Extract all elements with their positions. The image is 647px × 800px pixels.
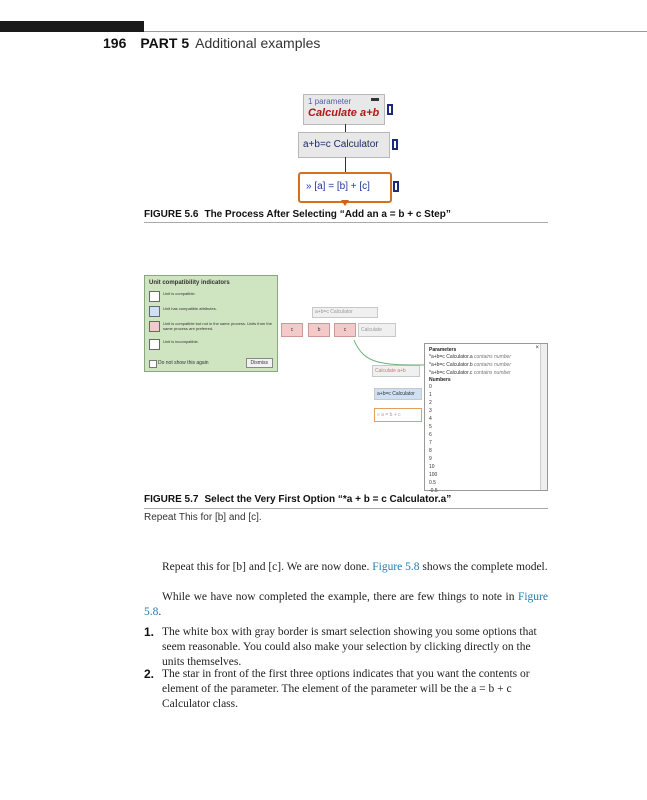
list-item[interactable] [425,369,547,377]
figure-subcaption: Repeat This for [b] and [c]. [144,512,262,523]
caption-text: The Process After Selecting “Add an a = b + c Step” [204,209,451,220]
number-option[interactable]: 10 [429,464,435,470]
indicator-text: Unit is compatible. [163,291,196,296]
paragraph-text: shows the complete model. [419,561,548,573]
caption-number: FIGURE 5.6 [144,209,199,220]
number-option[interactable]: 4 [429,416,432,422]
number-option[interactable]: 7 [429,440,432,446]
number-option[interactable]: 3 [429,408,432,414]
caption-number: FIGURE 5.7 [144,494,199,505]
scrollbar[interactable] [540,344,547,490]
item-number: 2. [144,667,155,681]
caption-rule [144,222,548,223]
formula-step-box [298,172,392,203]
page-number: 196 [103,35,127,51]
figure-link[interactable]: Figure 5.8 [144,591,548,618]
indicator-text: Unit is incompatible. [163,339,199,344]
swatch-compatible [149,291,160,302]
smart-selection-list[interactable] [424,343,548,494]
dont-show-label: Do not show this again [158,360,209,366]
dont-show-checkbox[interactable] [149,360,157,368]
number-option[interactable]: -0.5 [429,488,438,494]
calculator-label: a+b=c Calculator [303,139,379,150]
pink-unit-b: b [308,323,330,337]
arrow-down-icon [341,200,349,206]
paragraph-text: While we have now completed the example, there are few things to note in [162,591,518,603]
item-text: The star in front of the first three options indicates that you want the contents or element of the parameter. The element of the parameter will be the a = b + c Calculator class. [162,668,530,710]
list-item-1 [144,625,548,670]
item-text: The white box with gray border is smart selection showing you some options that seem reasonable. You could also make your selection by clicking directly on the units themselves. [162,626,537,668]
connector-icon [392,139,398,150]
body-paragraph-1 [144,560,548,575]
param-desc: contains number [474,354,511,360]
param-name: *a+b=c Calculator.b [429,362,473,368]
indicator-text: Unit is compatible but not in the same process. Units from the same process are preferred. [163,321,272,331]
swatch-incompatible [149,339,160,350]
number-option[interactable]: 1 [429,392,432,398]
caption-rule [144,508,548,509]
figure-5-7-screenshot [144,275,548,494]
panel-title: Unit compatibility indicators [149,280,230,286]
indicator-text: Unit has compatible attributes. [163,306,217,311]
close-icon[interactable]: × [535,345,539,351]
running-header [103,35,320,51]
connector-icon [387,104,393,115]
faded-calculator-box: a+b=c Calculator [312,307,378,318]
formula-label: » [a] = [b] + [c] [306,181,370,192]
connector-line [345,157,346,172]
connector-line [345,124,346,132]
param-desc: contains number [473,370,511,376]
connector-icon [393,181,399,192]
param-name: *a+b=c Calculator.a [429,354,473,360]
figure-5-6-diagram [296,92,396,208]
calculate-label: Calculate a+b [308,107,380,119]
number-option[interactable]: 9 [429,456,432,462]
collapse-icon [371,98,379,101]
param-desc: contains number [474,362,511,368]
number-option[interactable]: 100 [429,472,438,478]
paragraph-text: Repeat this for [b] and [c]. We are now done. [162,561,373,573]
list-item[interactable] [425,353,547,361]
part-title: Additional examples [195,35,321,51]
swatch-other-process [149,321,160,332]
calculate-step-box [303,94,385,125]
faded-calculate-ab-box: Calculate a+b [372,365,420,377]
header-bar [0,21,144,32]
unit-compatibility-panel [144,275,278,372]
parameters-heading: Parameters [429,347,457,353]
body-paragraph-2 [144,590,548,620]
figure-5-6-caption [144,209,451,220]
number-option[interactable]: 5 [429,424,432,430]
param-name: *a+b=c Calculator.c [429,370,473,376]
header-rule [144,31,647,32]
number-option[interactable]: 0.5 [429,480,436,486]
figure-5-7-caption [144,494,451,505]
paragraph-text: . [158,606,162,618]
number-option[interactable]: 0 [429,384,432,390]
item-number: 1. [144,625,155,639]
number-option[interactable]: 2 [429,400,432,406]
pink-unit-c: c [281,323,303,337]
numbers-heading: Numbers [429,377,451,383]
part-label: PART 5 [140,35,190,51]
selected-calculator-box: a+b=c Calculator [374,388,422,400]
caption-text: Select the Very First Option “*a + b = c Calculator.a” [204,494,452,505]
number-option[interactable]: 8 [429,448,432,454]
dismiss-button[interactable]: Dismiss [246,358,274,368]
figure-link[interactable]: Figure 5.8 [372,561,420,573]
selection-arrow-icon [344,335,434,375]
parameter-count: 1 parameter [308,97,352,106]
swatch-attributes [149,306,160,317]
faded-calculate-box: Calculate [358,323,396,337]
faded-formula-box: » a = b + c [374,408,422,422]
numbers-list [425,383,547,495]
pink-unit-c: c [334,323,356,337]
list-item[interactable] [425,361,547,369]
number-option[interactable]: 6 [429,432,432,438]
list-item-2 [144,667,548,712]
calculator-box [298,132,390,158]
